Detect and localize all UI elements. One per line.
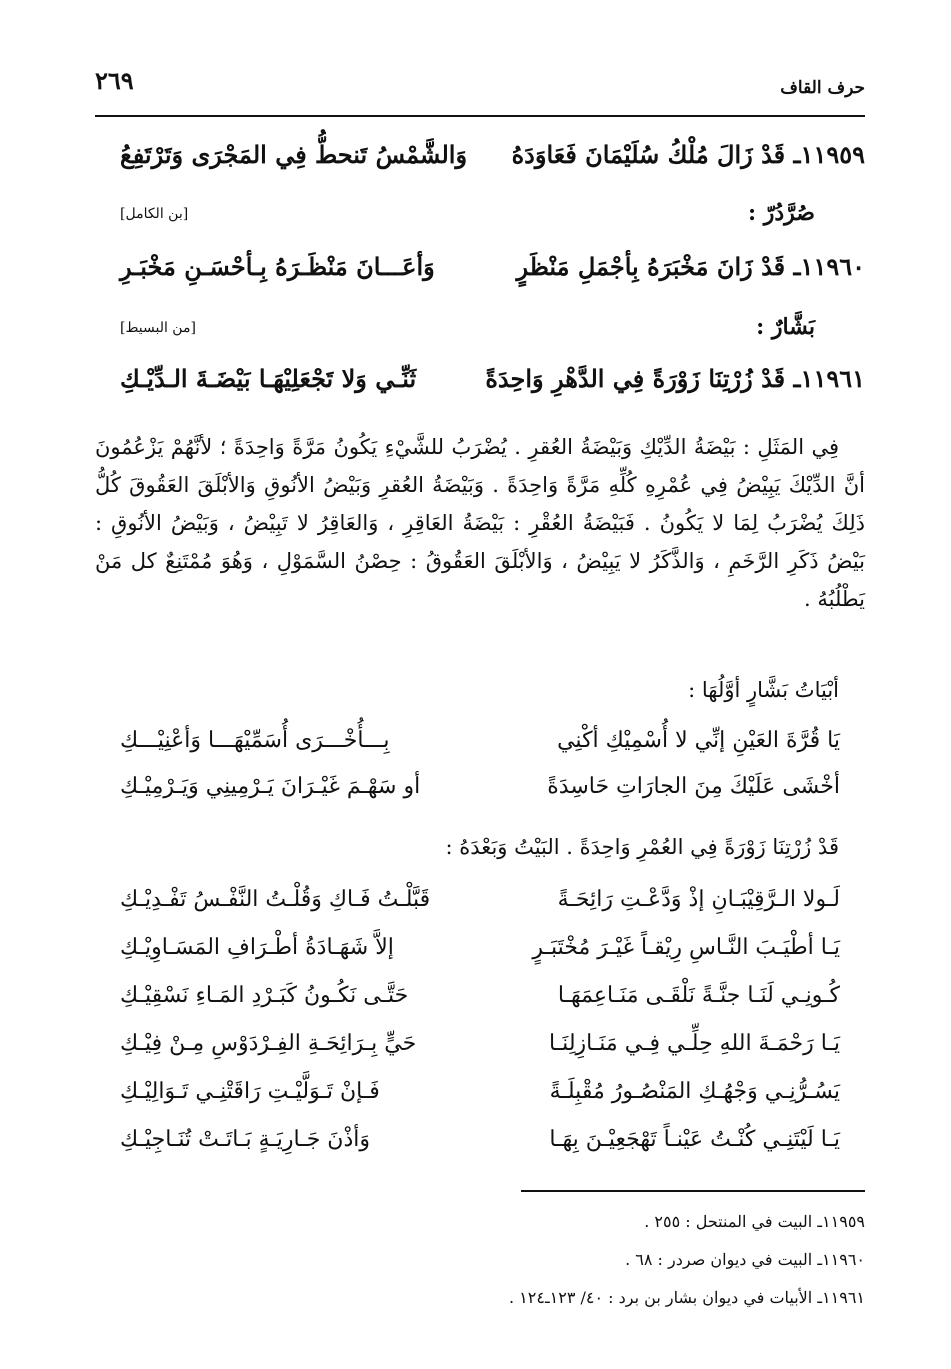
poem1-couplet [120,728,840,772]
footnote-rule [521,1190,865,1192]
poem2-couplet [120,1031,840,1075]
couplet-second-hemistich: إلاَّ شَهَـادَةُ أطْـرَافِ المَسَـاوِيْـكِ [120,935,394,960]
verse-1961-second-hemistich: ثَنِّـي وَلا تَجْعَلِيْهَـا بَيْضَـةَ الـدِّيْـكِ [120,364,417,393]
couplet-second-hemistich: أو سَهْـمَ غَيْـرَانَ يَـرْمِينِي وَيَـرْمِيْـكِ [120,774,421,799]
poem2-couplet [120,983,840,1027]
couplet-second-hemistich: وَأذْنَ جَـارِيَـةٍ بَـاتَـتْ تُنَـاجِيْـكِ [120,1127,370,1152]
chapter-title: حرف القاف [780,78,865,98]
commentary-paragraph: فِي المَثَلِ : بَيْضَةُ الدِّيْكِ وَبَيْضَةُ العُقرِ . يُضْرَبُ للشَّيْءِ يَكُونُ مَرَّةً وَاحِدَةً ؛ لأنَّهُمْ يَزْعُمُونَ أنَّ الدِّيْكَ يَبِيْضُ فِي عُمْرِهِ كُلِّهِ مَرَّةً وَاحِدَةً . وَبَيْضَةُ العُقرِ وَبَيْضُ الأنُوقِ وَالأبْلَقَ العَقُوقَ كُلُّ ذَلِكَ يُضْرَبُ لِمَا لا يَكُونُ . فَبَيْضَةُ العُقْرِ : بَيْضَةُ العَاقِرِ ، وَالعَاقِرُ لا تَبِيْضُ ، وَبَيْضُ الأنُوقِ : بَيْضُ ذَكَرِ الرَّخَمِ ، وَالذَّكَرُ لا يَبِيْضُ ، وَالأبْلَقَ العَقُوقُ : حِصْنُ السَّمَوْلِ ، وَهُوَ مُمْتَنِعٌ كل مَنْ يَطْلُبُهُ . [95,435,866,611]
poem1-couplet [120,774,840,818]
poem2-intro: قَدْ زُرْتِنَا زَوْرَةً فِي العُمْرِ وَاحِدَةً . البَيْتُ وَبَعْدَهُ : [445,835,839,859]
verse-1961 [95,364,865,404]
verse-1961-first-hemistich: ١١٩٦١ـ قَدْ زُرْتِنَا زَوْرَةً فِي الدَّهْرِ وَاحِدَةً [485,364,865,393]
poet-line-1960 [95,314,865,348]
poem1-intro: أبْيَاتُ بَشَّارٍ أوَّلُهَا : [688,678,839,702]
verse-1959-second-hemistich: وَالشَّمْسُ تَنحطُّ فِي المَجْرَى وَتَرْتَفِعُ [120,140,468,169]
couplet-second-hemistich: فَـإنْ تَـوَلَّيْـتِ رَاقَتْنِـي تَـوَالِيْـكِ [120,1079,380,1104]
poem2-couplet [120,1127,840,1171]
couplet-second-hemistich: حَيٍّ بِـرَائِحَـةِ الفِـرْدَوْسِ مِـنْ فِيْـكِ [120,1031,417,1056]
couplet-first-hemistich: يَـا رَحْمَـةَ اللهِ حِلِّـي فِـي مَنَـازِلِنَـا [549,1031,840,1056]
meter-label: [من البسيط] [120,320,196,336]
couplet-first-hemistich: يَـا أطْيَـبَ النَّـاسِ رِيْقـاً غَيْـرَ مُخْتَبَـرٍ [532,935,840,960]
couplet-second-hemistich: حَتَّـى نَكُـونُ كَبَـرْدِ المَـاءِ نَسْقِيْـكِ [120,983,409,1008]
book-page [95,0,865,1369]
poet-line-1959 [95,200,865,234]
poem2-couplet [120,887,840,931]
page-number: ٢٦٩ [95,66,134,95]
verse-1959 [95,140,865,180]
couplet-first-hemistich: يَا قُرَّةَ العَيْنِ إنِّي لا أُسْمِيْكِ أكْنِي [557,728,840,753]
couplet-second-hemistich: قَبَّلْـتُ فَـاكِ وَقُلْـتُ النَّفْـسُ تَفْـدِيْـكِ [120,887,431,912]
couplet-first-hemistich: لَـولا الـرَّقِيْبَـانِ إذْ وَدَّعْـتِ رَائِحَـةً [557,887,840,912]
header-rule [95,115,865,117]
page-header [95,66,865,102]
couplet-first-hemistich: كُـونِـي لَنَـا جنَّـةً نَلْقَـى مَنَـاعِمَهَـا [557,983,840,1008]
verse-1960-first-hemistich: ١١٩٦٠ـ قَدْ زَانَ مَخْبَرَهُ بِأجْمَلِ مَنْظَرٍ [516,252,865,281]
verse-1960 [95,252,865,292]
couplet-second-hemistich: بِـــأُخْـــرَى أُسَمِّيْهَـــا وَأعْنِيْـــكِ [120,728,390,753]
poem2-couplet [120,935,840,979]
commentary [95,428,865,618]
couplet-first-hemistich: يَـا لَيْتَنِـي كُنْـتُ عَيْنـاً تَهْجَعِيْـنَ بِهَـا [549,1127,840,1152]
poet-name: بَشَّارٌ : [756,314,815,340]
footnote-1961: ١١٩٦١ـ الأبيات في ديوان بشار بن برد : ٤٠/ ١٢٣ـ١٢٤ . [508,1288,865,1307]
meter-label: [بن الكامل] [120,206,189,222]
verse-1959-first-hemistich: ١١٩٥٩ـ قَدْ زَالَ مُلْكُ سُلَيْمَانَ فَعَاوَدَهُ [511,140,865,169]
footnote-1960: ١١٩٦٠ـ البيت في ديوان صردر : ٦٨ . [625,1250,865,1269]
couplet-first-hemistich: يَسُـرُّنِـي وَجْهُـكِ المَنْصُـورُ مُقْبِلَـةً [549,1079,840,1104]
poem2-couplet [120,1079,840,1123]
verse-1960-second-hemistich: وَأعَـــانَ مَنْظَـرَهُ بِـأحْسَـنِ مَخْبَـرِ [120,252,435,281]
poet-name: صُرَّدُرّ : [747,200,815,226]
footnote-1959: ١١٩٥٩ـ البيت في المنتحل : ٢٥٥ . [644,1212,865,1231]
couplet-first-hemistich: أخْشَى عَلَيْكَ مِنَ الجارَاتِ حَاسِدَةً [547,774,840,799]
